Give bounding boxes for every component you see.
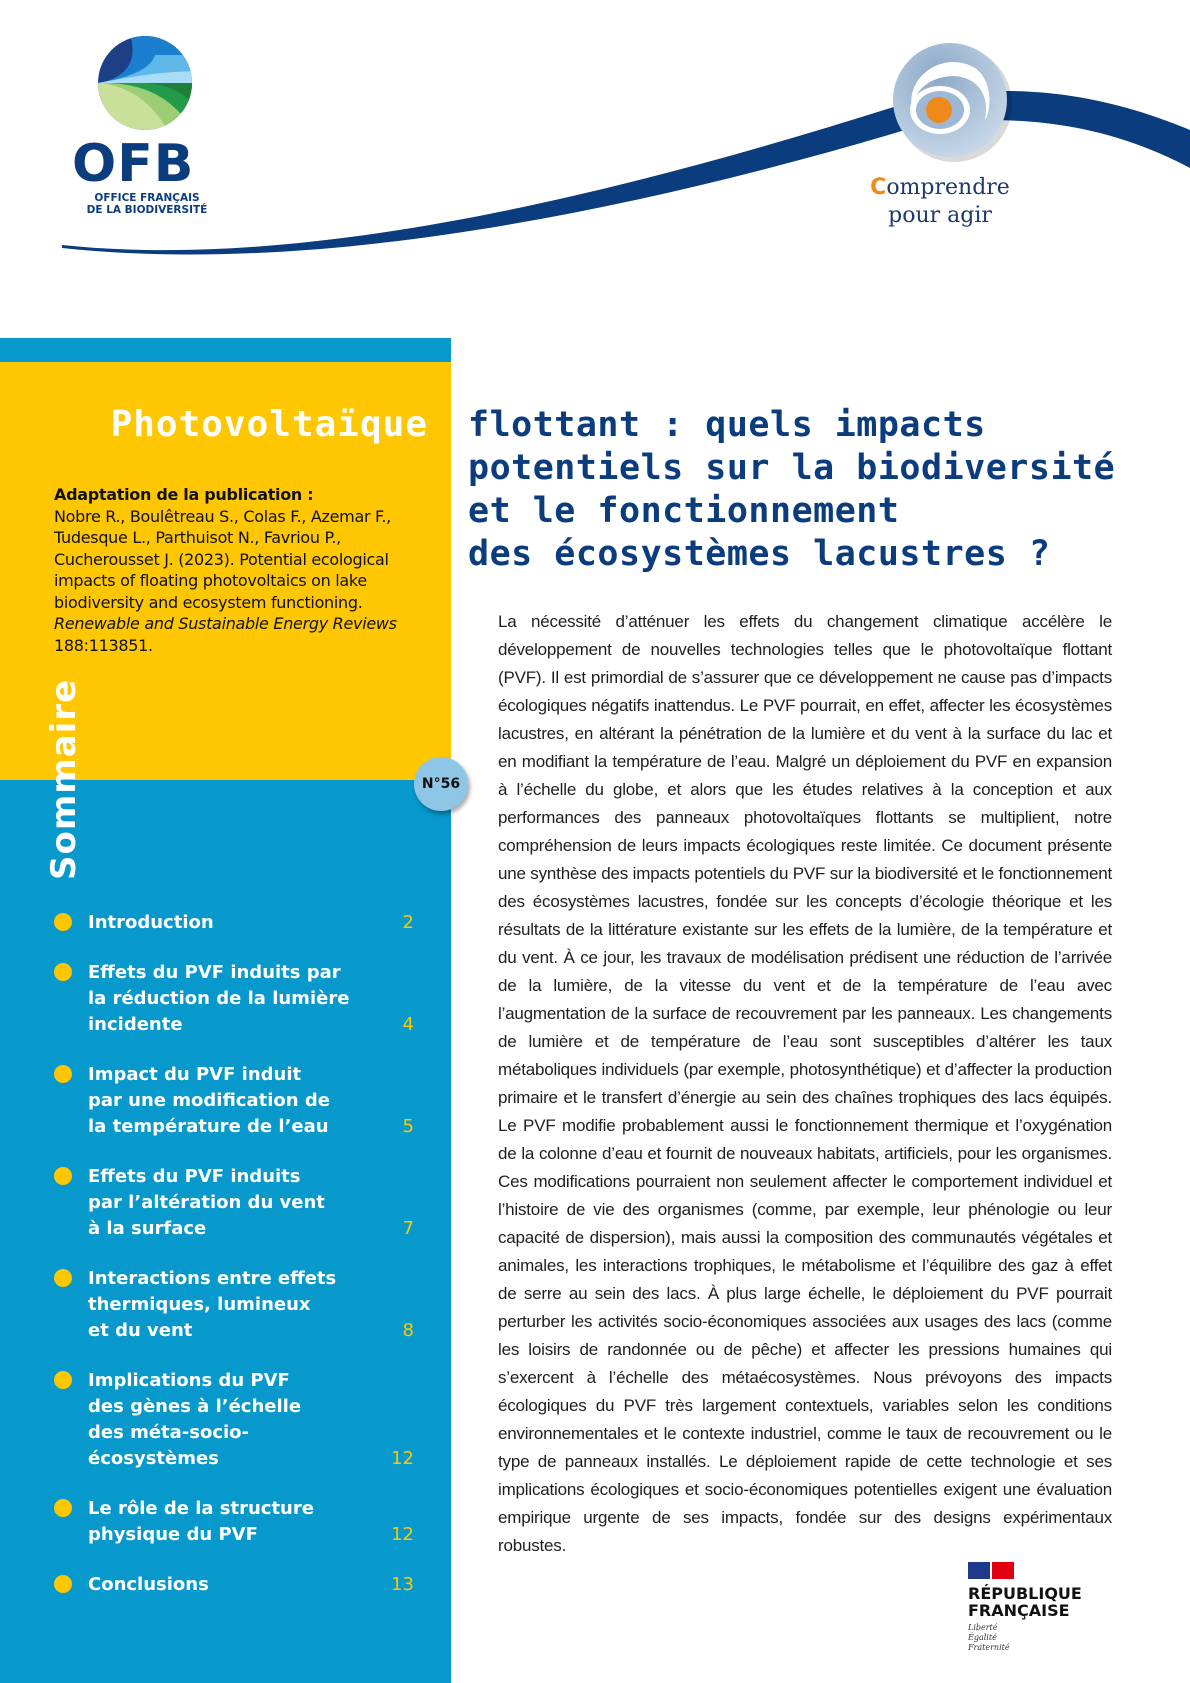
adaptation-journal: Renewable and Sustainable Energy Reviews bbox=[54, 614, 397, 633]
toc-item-lumiere[interactable] bbox=[54, 960, 414, 1038]
ofb-acronym: OFB bbox=[72, 134, 195, 194]
toc-item-label: Implications du PVF des gènes à l’échelle des méta-socio-écosystèmes bbox=[88, 1370, 302, 1469]
tagline-initial: C bbox=[870, 175, 887, 200]
bullet-icon bbox=[54, 1499, 72, 1517]
rf-name-line1: RÉPUBLIQUE bbox=[968, 1584, 1082, 1603]
rf-motto-line: Fraternité bbox=[968, 1643, 1010, 1652]
issue-number-badge: N°56 bbox=[414, 757, 468, 811]
panel-top-strip bbox=[0, 338, 451, 362]
title-line: des écosystèmes lacustres ? bbox=[468, 534, 1051, 574]
ofb-subtitle bbox=[72, 192, 222, 216]
series-tagline bbox=[860, 174, 1020, 230]
toc-item-label: Impact du PVF induit par une modification de la température de l’eau bbox=[88, 1064, 330, 1137]
toc-item-page: 4 bbox=[402, 1014, 414, 1035]
toc-item-temperature[interactable] bbox=[54, 1062, 414, 1140]
bullet-icon bbox=[54, 1269, 72, 1287]
rf-name-line2: FRANÇAISE bbox=[968, 1601, 1070, 1620]
bullet-icon bbox=[54, 1167, 72, 1185]
toc-item-page: 13 bbox=[391, 1574, 414, 1595]
toc-item-page: 7 bbox=[402, 1218, 414, 1239]
title-line: potentiels sur la biodiversité bbox=[468, 448, 1116, 488]
toc-item-page: 12 bbox=[391, 1524, 414, 1545]
page-title-part1: Photovoltaïque bbox=[110, 404, 428, 445]
toc-item-structure[interactable] bbox=[54, 1496, 414, 1548]
marianne-flag-icon bbox=[968, 1562, 1014, 1579]
bullet-icon bbox=[54, 1065, 72, 1083]
adaptation-reference bbox=[54, 484, 424, 656]
bullet-icon bbox=[54, 913, 72, 931]
republique-francaise-logo bbox=[968, 1562, 1088, 1653]
sommaire-heading-text: Sommaire bbox=[44, 678, 84, 880]
toc-item-introduction[interactable] bbox=[54, 910, 414, 936]
toc-item-page: 8 bbox=[402, 1320, 414, 1341]
table-of-contents bbox=[54, 910, 414, 1622]
page-title-part2 bbox=[468, 404, 1168, 576]
sommaire-heading bbox=[44, 678, 84, 880]
bullet-icon bbox=[54, 1575, 72, 1593]
toc-item-page: 2 bbox=[402, 912, 414, 933]
eye-logo-icon bbox=[893, 43, 1012, 162]
tagline-line2: pour agir bbox=[888, 203, 992, 228]
title-line: flottant : quels impacts bbox=[468, 405, 986, 445]
rf-motto-line: Égalité bbox=[968, 1633, 997, 1642]
toc-item-label: Conclusions bbox=[88, 1574, 209, 1595]
tagline-line1: omprendre bbox=[886, 175, 1010, 200]
toc-item-label: Le rôle de la structure physique du PVF bbox=[88, 1498, 314, 1545]
rf-motto-line: Liberté bbox=[968, 1623, 998, 1632]
rf-name bbox=[968, 1585, 1088, 1619]
toc-item-vent[interactable] bbox=[54, 1164, 414, 1242]
toc-item-conclusions[interactable] bbox=[54, 1572, 414, 1598]
toc-item-label: Interactions entre effets thermiques, lumineux et du vent bbox=[88, 1268, 337, 1341]
adaptation-reference-number: 188:113851. bbox=[54, 635, 153, 655]
adaptation-label: Adaptation de la publication : bbox=[54, 485, 314, 504]
title-line: et le fonctionnement bbox=[468, 491, 900, 531]
bullet-icon bbox=[54, 1371, 72, 1389]
toc-item-label: Effets du PVF induits par la réduction de la lumière incidente bbox=[88, 962, 350, 1035]
ofb-subtitle-line1: OFFICE FRANÇAIS bbox=[94, 192, 200, 204]
toc-item-implications[interactable] bbox=[54, 1368, 414, 1472]
rf-motto bbox=[968, 1623, 1088, 1653]
toc-item-page: 5 bbox=[402, 1116, 414, 1137]
toc-item-label: Introduction bbox=[88, 912, 214, 933]
toc-item-label: Effets du PVF induits par l’altération du vent à la surface bbox=[88, 1166, 325, 1239]
abstract-paragraph: La nécessité d’atténuer les effets du changement climatique accélère le développement de nouvelles technologies telles que le photovoltaïque flottant (PVF). Il est primordial de s’assurer que ce développement ne cause pas d’impacts écologiques négatifs inattendus. Le PVF pourrait, en effet, affecter les écosystèmes lacustres, en altérant la pénétration de la lumière et du vent à la surface du lac et en modifiant la température de l’eau. Malgré un déploiement du PVF en expansion à l’échelle du globe, et alors que les études relatives à la conception et aux performances des panneaux photovoltaïques flottants se multiplient, notre compréhension de leurs impacts écologiques reste limitée. Ce document présente une synthèse des impacts potentiels du PVF sur la biodiversité et le fonctionnement des écosystèmes lacustres, fondée sur les concepts d’écologie théorique et les résultats de la littérature existante sur les effets de la lumière, de la température et du vent. À ce jour, les travaux de modélisation prédisent une réduction de l’arrivée de la lumière, de la vitesse du vent et de la température de l’eau avec l’augmentation de la surface de recouvrement par les panneaux. Les changements de lumière et de température de l’eau sont susceptibles d’altérer les taux métaboliques individuels (par exemple, photosynthétique) et d’affecter la production primaire et le transfert d’énergie au sein des chaînes trophiques des lacs équipés. Le PVF modifie probablement aussi le fonctionnement thermique et l’oxygénation de la colonne d’eau et fournit de nouveaux habitats, artificiels, pour les organismes. Ces modifications pourraient non seulement affecter le comportement individuel et l’histoire de vie des organismes (comme, par exemple, leur phénologie ou leur capacité de dispersion), mais aussi la composition des communautés végétales et animales, les interactions trophiques, le métabolisme et l’équilibre des gaz à effet de serre au sein des lacs. À plus large échelle, le déploiement du PVF pourrait perturber les activités socio-économiques associées aux usages des lacs (comme les loisirs de randonnée ou de pêche) et affecter les pressions humaines qui s’exercent à l’échelle des métaécosystèmes. Nous prévoyons des impacts écologiques du PVF très largement contextuels, variables selon les conditions environnementales et le contexte industriel, comme le taux de recouvrement ou le type de panneaux installés. Le déploiement rapide de cette technologie et ses implications écologiques et socio-économiques potentielles exigent une évaluation empirique urgente de ses impacts, fondée sur des designs expérimentaux robustes. bbox=[498, 612, 1112, 1555]
bullet-icon bbox=[54, 963, 72, 981]
toc-item-interactions[interactable] bbox=[54, 1266, 414, 1344]
ofb-subtitle-line2: DE LA BIODIVERSITÉ bbox=[86, 204, 208, 216]
adaptation-citation: Nobre R., Boulêtreau S., Colas F., Azemar F., Tudesque L., Parthuisot N., Favriou P., Cucherousset J. (2023). Potential ecological impacts of floating photovoltaics on lake biodiversity and ecosystem functioning. bbox=[54, 506, 391, 612]
toc-item-page: 12 bbox=[391, 1448, 414, 1469]
